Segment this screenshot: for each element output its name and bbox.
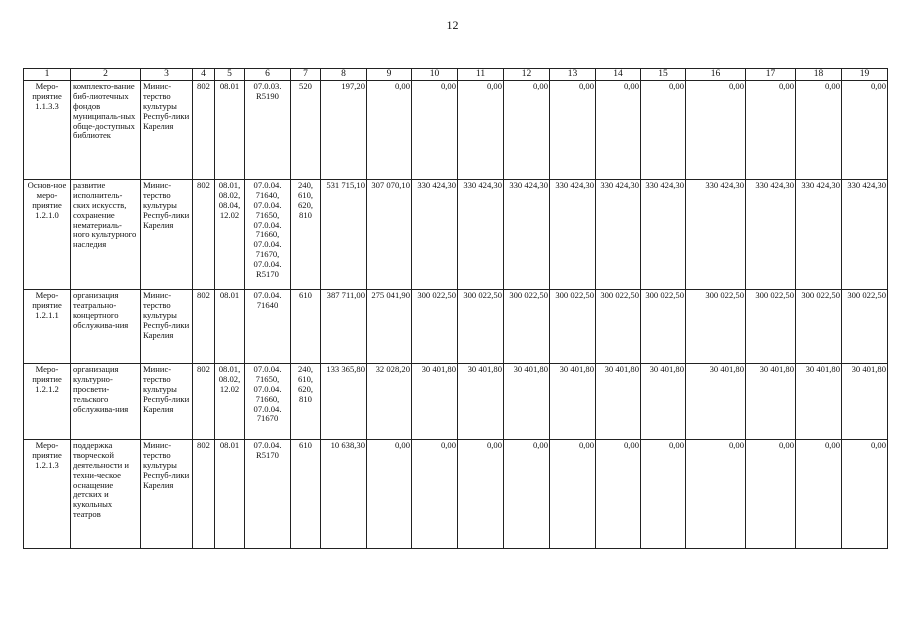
amount-cell: 0,00 [550, 440, 596, 549]
event-code-cell: Меро-приятие 1.2.1.2 [24, 364, 71, 440]
column-header: 10 [412, 69, 458, 81]
amount-cell: 330 424,30 [412, 180, 458, 290]
amount-cell: 300 022,50 [641, 290, 686, 364]
target-article-cell: 07.0.04. 71640 [245, 290, 291, 364]
amount-cell: 330 424,30 [641, 180, 686, 290]
amount-cell: 531 715,10 [321, 180, 367, 290]
amount-cell: 0,00 [686, 440, 746, 549]
executor-cell: Минис-терство культуры Респуб-лики Карелия [141, 81, 193, 180]
column-header: 17 [746, 69, 796, 81]
amount-cell: 300 022,50 [746, 290, 796, 364]
amount-cell: 330 424,30 [458, 180, 504, 290]
amount-cell: 330 424,30 [504, 180, 550, 290]
column-header: 15 [641, 69, 686, 81]
event-name-cell: развитие исполнитель-ских искусств, сохранение нематериаль-ного культурного наследия [71, 180, 141, 290]
event-name-cell: организация культурно-просвети-тельского обслужива-ния [71, 364, 141, 440]
column-header: 13 [550, 69, 596, 81]
table-row [24, 81, 888, 180]
target-article-cell: 07.0.04. 71640, 07.0.04. 71650, 07.0.04. 71660, 07.0.04. 71670, 07.0.04. R5170 [245, 180, 291, 290]
amount-cell: 30 401,80 [641, 364, 686, 440]
executor-cell: Минис-терство культуры Респуб-лики Карелия [141, 290, 193, 364]
amount-cell: 197,20 [321, 81, 367, 180]
section-code-cell: 08.01 [215, 81, 245, 180]
event-name-cell: комплекто-вание биб-лиотечных фондов муниципаль-ных обще-доступных библиотек [71, 81, 141, 180]
executor-cell: Минис-терство культуры Респуб-лики Карелия [141, 364, 193, 440]
table-row [24, 440, 888, 549]
amount-cell: 330 424,30 [842, 180, 888, 290]
amount-cell: 0,00 [596, 81, 641, 180]
amount-cell: 0,00 [504, 81, 550, 180]
target-article-cell: 07.0.03. R5190 [245, 81, 291, 180]
amount-cell: 30 401,80 [458, 364, 504, 440]
expense-type-cell: 520 [291, 81, 321, 180]
table-row [24, 364, 888, 440]
section-code-cell: 08.01, 08.02, 08.04, 12.02 [215, 180, 245, 290]
amount-cell: 32 028,20 [367, 364, 412, 440]
grbs-code-cell: 802 [193, 440, 215, 549]
amount-cell: 0,00 [842, 81, 888, 180]
amount-cell: 307 070,10 [367, 180, 412, 290]
amount-cell: 330 424,30 [746, 180, 796, 290]
executor-cell: Минис-терство культуры Респуб-лики Карелия [141, 180, 193, 290]
amount-cell: 300 022,50 [842, 290, 888, 364]
amount-cell: 0,00 [842, 440, 888, 549]
amount-cell: 0,00 [641, 440, 686, 549]
amount-cell: 300 022,50 [504, 290, 550, 364]
amount-cell: 330 424,30 [796, 180, 842, 290]
expense-type-cell: 240, 610, 620, 810 [291, 180, 321, 290]
amount-cell: 30 401,80 [746, 364, 796, 440]
amount-cell: 330 424,30 [686, 180, 746, 290]
column-header: 7 [291, 69, 321, 81]
amount-cell: 30 401,80 [550, 364, 596, 440]
column-header: 3 [141, 69, 193, 81]
amount-cell: 300 022,50 [686, 290, 746, 364]
column-header: 8 [321, 69, 367, 81]
amount-cell: 0,00 [367, 81, 412, 180]
amount-cell: 0,00 [412, 81, 458, 180]
amount-cell: 0,00 [412, 440, 458, 549]
column-header: 14 [596, 69, 641, 81]
amount-cell: 330 424,30 [596, 180, 641, 290]
header-row [24, 69, 888, 81]
amount-cell: 0,00 [746, 440, 796, 549]
amount-cell: 0,00 [596, 440, 641, 549]
column-header: 11 [458, 69, 504, 81]
column-header: 6 [245, 69, 291, 81]
amount-cell: 30 401,80 [412, 364, 458, 440]
amount-cell: 133 365,80 [321, 364, 367, 440]
grbs-code-cell: 802 [193, 290, 215, 364]
column-header: 12 [504, 69, 550, 81]
column-header: 2 [71, 69, 141, 81]
section-code-cell: 08.01 [215, 290, 245, 364]
amount-cell: 30 401,80 [796, 364, 842, 440]
event-name-cell: поддержка творческой деятельности и техни-ческое оснащение детских и кукольных театров [71, 440, 141, 549]
expense-type-cell: 240, 610, 620, 810 [291, 364, 321, 440]
executor-cell: Минис-терство культуры Респуб-лики Карелия [141, 440, 193, 549]
amount-cell: 0,00 [796, 440, 842, 549]
column-header: 16 [686, 69, 746, 81]
target-article-cell: 07.0.04. 71650, 07.0.04. 71660, 07.0.04. 71670 [245, 364, 291, 440]
page-number: 12 [446, 18, 459, 32]
amount-cell: 0,00 [458, 440, 504, 549]
amount-cell: 0,00 [796, 81, 842, 180]
amount-cell: 0,00 [641, 81, 686, 180]
amount-cell: 330 424,30 [550, 180, 596, 290]
expense-type-cell: 610 [291, 290, 321, 364]
table-row [24, 290, 888, 364]
target-article-cell: 07.0.04. R5170 [245, 440, 291, 549]
column-header: 1 [24, 69, 71, 81]
amount-cell: 300 022,50 [458, 290, 504, 364]
amount-cell: 30 401,80 [842, 364, 888, 440]
amount-cell: 30 401,80 [596, 364, 641, 440]
expense-type-cell: 610 [291, 440, 321, 549]
amount-cell: 30 401,80 [686, 364, 746, 440]
grbs-code-cell: 802 [193, 81, 215, 180]
amount-cell: 0,00 [686, 81, 746, 180]
event-code-cell: Меро-приятие 1.2.1.1 [24, 290, 71, 364]
event-code-cell: Меро-приятие 1.1.3.3 [24, 81, 71, 180]
amount-cell: 0,00 [550, 81, 596, 180]
event-code-cell: Основ-ное меро-приятие 1.2.1.0 [24, 180, 71, 290]
amount-cell: 300 022,50 [412, 290, 458, 364]
amount-cell: 10 638,30 [321, 440, 367, 549]
column-header: 5 [215, 69, 245, 81]
amount-cell: 0,00 [504, 440, 550, 549]
amount-cell: 30 401,80 [504, 364, 550, 440]
amount-cell: 387 711,00 [321, 290, 367, 364]
budget-table [23, 68, 888, 549]
column-header: 18 [796, 69, 842, 81]
amount-cell: 300 022,50 [550, 290, 596, 364]
amount-cell: 275 041,90 [367, 290, 412, 364]
section-code-cell: 08.01, 08.02, 12.02 [215, 364, 245, 440]
column-header: 4 [193, 69, 215, 81]
table-row [24, 180, 888, 290]
amount-cell: 300 022,50 [796, 290, 842, 364]
amount-cell: 300 022,50 [596, 290, 641, 364]
amount-cell: 0,00 [458, 81, 504, 180]
column-header: 9 [367, 69, 412, 81]
event-name-cell: организация театрально-концертного обслужива-ния [71, 290, 141, 364]
amount-cell: 0,00 [746, 81, 796, 180]
grbs-code-cell: 802 [193, 180, 215, 290]
grbs-code-cell: 802 [193, 364, 215, 440]
event-code-cell: Меро-приятие 1.2.1.3 [24, 440, 71, 549]
amount-cell: 0,00 [367, 440, 412, 549]
section-code-cell: 08.01 [215, 440, 245, 549]
column-header: 19 [842, 69, 888, 81]
